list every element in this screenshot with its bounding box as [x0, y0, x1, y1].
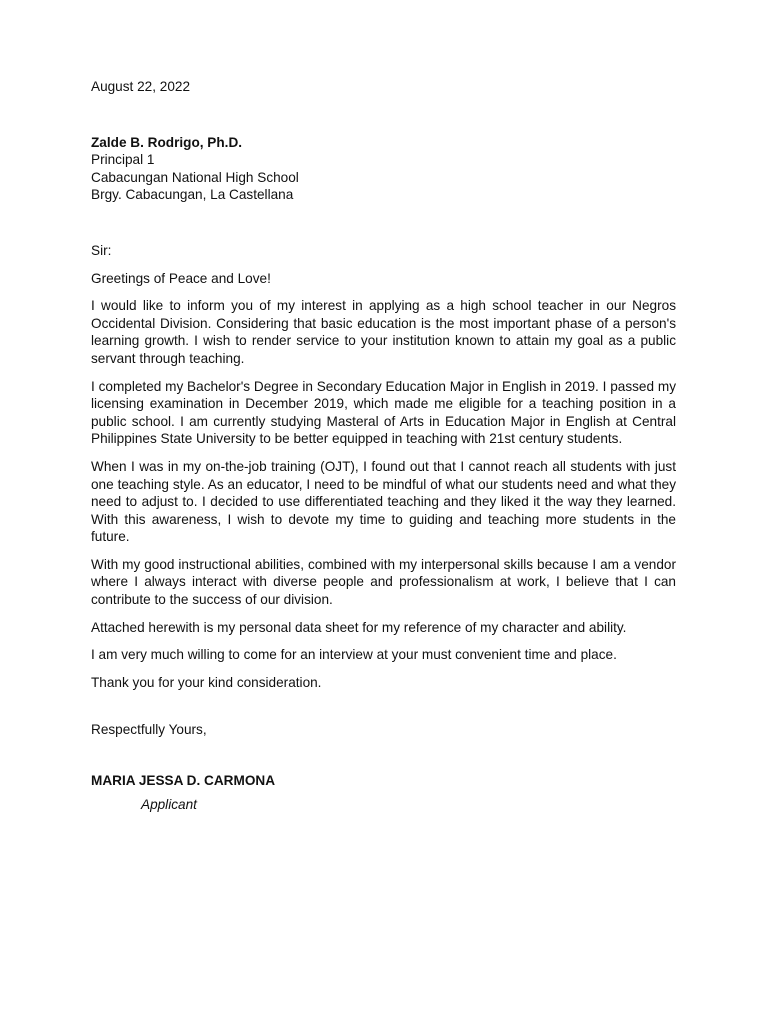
recipient-name: Zalde B. Rodrigo, Ph.D.	[91, 134, 243, 150]
signatory-role: Applicant	[141, 796, 197, 812]
application-letter	[91, 78, 676, 813]
recipient-address: Brgy. Cabacungan, La Castellana	[91, 187, 294, 203]
letter-date: August 22, 2022	[91, 79, 191, 94]
letter-body	[91, 297, 676, 691]
body-paragraph: I completed my Bachelor's Degree in Secondary Education Major in English in 2019. I passed my licensing examination in December 2019, which made me eligible for a teaching position in a public school. I am currently studying Masteral of Arts in Education Major in English at Central Philippines State University to be better equipped in teaching with 21st century students.	[91, 378, 676, 447]
body-paragraph: With my good instructional abilities, combined with my interpersonal skills because I am a vendor where I always interact with diverse people and professionalism at work, I believe that I can contribute to the success of our division.	[91, 556, 676, 608]
salutation: Sir:	[91, 242, 112, 258]
recipient-title: Principal 1	[91, 152, 155, 168]
recipient-school: Cabacungan National High School	[91, 169, 299, 185]
body-paragraph: I am very much willing to come for an interview at your must convenient time and place.	[91, 647, 617, 663]
body-paragraph: Thank you for your kind consideration.	[91, 674, 322, 690]
signatory-name: MARIA JESSA D. CARMONA	[91, 773, 276, 789]
body-paragraph: Attached herewith is my personal data sheet for my reference of my character and ability.	[91, 619, 627, 635]
recipient-block	[91, 134, 676, 204]
body-paragraph: When I was in my on-the-job training (OJT), I found out that I cannot reach all students with just one teaching style. As an educator, I need to be mindful of what our students need and what they need to adjust to. I decided to use differentiated teaching and they liked it the way they learned. With this awareness, I wish to devote my time to guiding and teaching more students in the future.	[91, 458, 676, 545]
greeting: Greetings of Peace and Love!	[91, 270, 271, 286]
closing: Respectfully Yours,	[91, 722, 207, 738]
body-paragraph: I would like to inform you of my interest in applying as a high school teacher in our Negros Occidental Division. Considering that basic education is the most important phase of a person's learning growth. I wish to render service to your institution known to attain my goal as a public servant through teaching.	[91, 298, 676, 366]
